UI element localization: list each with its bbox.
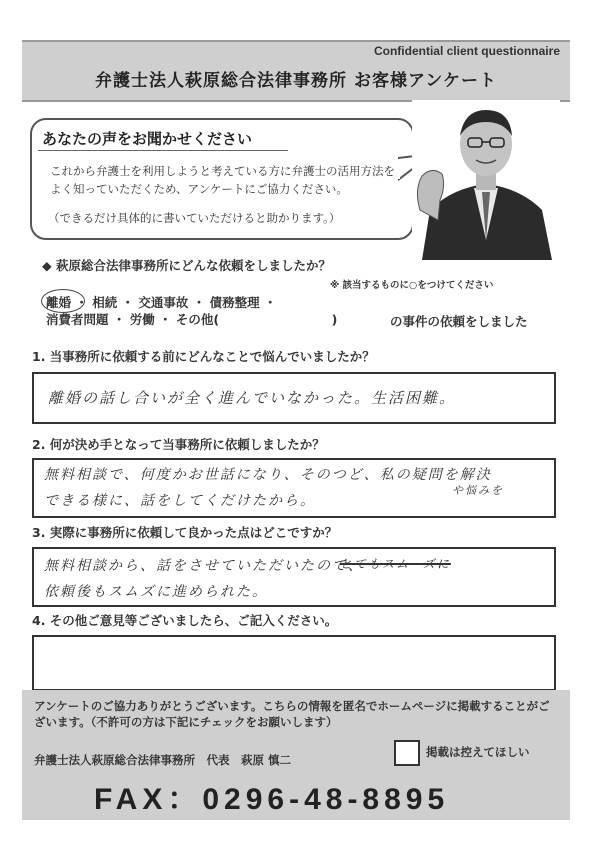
question-3-answer-box[interactable]	[32, 547, 556, 607]
case-type-question: ◆ 萩原総合法律事務所にどんな依頼をしましたか？	[42, 258, 331, 273]
page-title: 弁護士法人萩原総合法律事務所 お客様アンケート	[95, 71, 497, 91]
selected-option-circle	[41, 289, 85, 313]
case-options-line2: 消費者問題 ・ 労働 ・ その他( )	[46, 312, 338, 327]
fax-number: FAX：0296-48-8895	[94, 783, 450, 816]
question-4-label: 4. その他ご意見等ございましたら、ご記入ください。	[32, 613, 338, 628]
intro-note: （できるだけ具体的に書いていただけると助かります。）	[48, 211, 341, 225]
heading-underline	[38, 150, 288, 151]
case-options-suffix: の事件の依頼をしました	[390, 314, 528, 329]
question-3-answer-line2: 依頼後もスムズに進められた。	[44, 584, 268, 600]
no-publish-checkbox[interactable]	[394, 740, 420, 766]
lawyer-photo	[412, 100, 560, 260]
question-1-answer-box[interactable]	[32, 372, 556, 424]
question-2-answer-line1: 無料相談で、何度かお世話になり、そのつど、私の疑問を解決	[44, 467, 492, 483]
question-2-insertion: や悩みを	[452, 484, 504, 497]
intro-heading: あなたの声をお聞かせください	[42, 130, 253, 148]
case-options-line1: 離婚 ・ 相続 ・ 交通事故 ・ 債務整理 ・	[46, 295, 277, 310]
no-publish-label: 掲載は控えてほしい	[426, 745, 530, 759]
question-3-answer-line1: 無料相談から、話をさせていただいたので、	[44, 558, 364, 574]
question-2-answer-line2: できる様に、話をしてくだけたから。	[44, 493, 316, 509]
intro-speech-bubble	[30, 118, 414, 240]
question-3-label: 3. 実際に事務所に依頼して良かった点はどこですか？	[32, 525, 338, 540]
confidential-label: Confidential client questionnaire	[373, 44, 560, 58]
question-2-label: 2. 何が決め手となって当事務所に依頼しましたか？	[32, 437, 325, 452]
representative-name: 弁護士法人萩原総合法律事務所 代表 萩原 慎二	[34, 753, 292, 767]
footer-band	[22, 690, 570, 820]
question-2-answer-box[interactable]	[32, 458, 556, 518]
question-1-label: 1. 当事務所に依頼する前にどんなことで悩んでいましたか？	[32, 349, 375, 364]
intro-body: これから弁護士を利用しようと考えている方に弁護士の活用方法をよく知っていただくため、アンケートにご協力ください。	[50, 164, 395, 196]
case-type-instruction: ※ 該当するものに○をつけてください	[330, 280, 494, 291]
question-1-answer-line1: 離婚の話し合いが全く進んでいなかった。生活困難。	[48, 389, 457, 407]
question-3-struck-text: とてもスムーズに	[340, 557, 451, 571]
consent-text: アンケートのご協力ありがとうございます。こちらの情報を匿名でホームページに掲載することがございます。（不許可の方は下記にチェックをお願いします）	[34, 699, 550, 729]
header-band	[22, 40, 570, 102]
question-4-answer-box[interactable]	[32, 635, 556, 691]
